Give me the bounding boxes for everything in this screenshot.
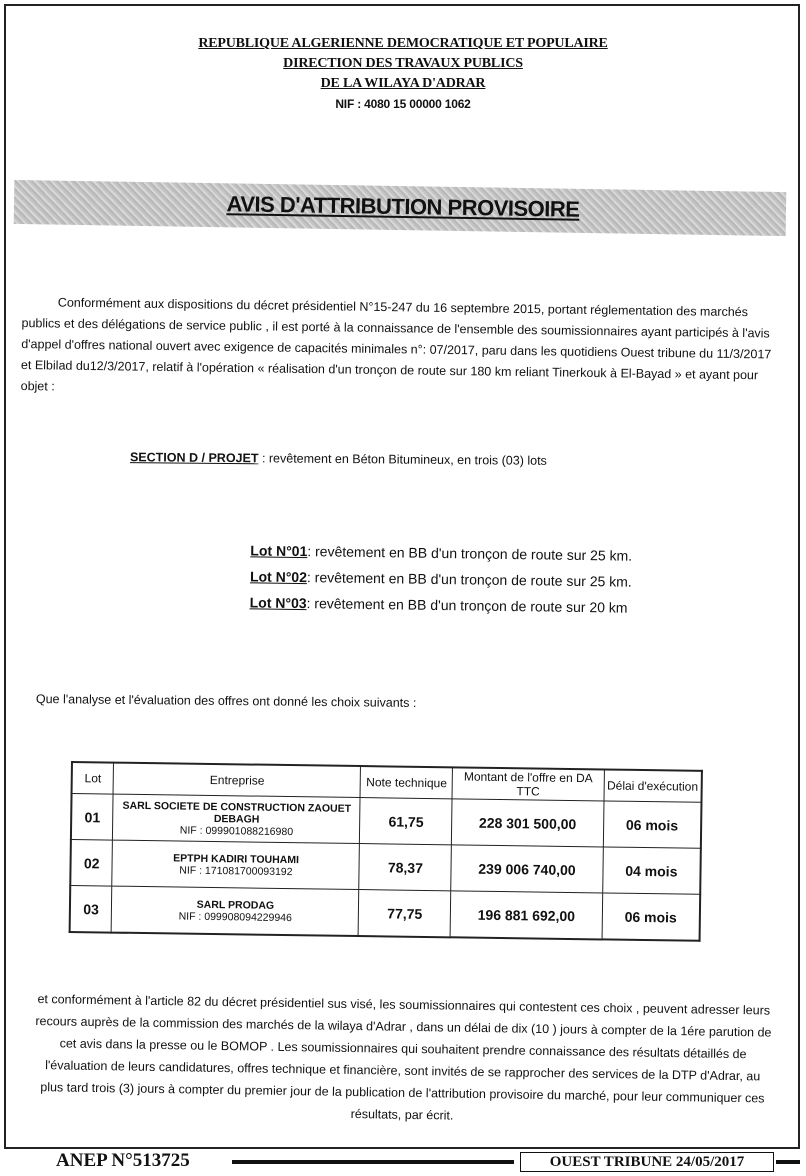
cell-delai: 06 mois	[602, 893, 700, 941]
header-montant: Montant de l'offre en DA TTC	[452, 767, 604, 801]
company-name: EPTPH KADIRI TOUHAMI	[173, 851, 300, 866]
results-intro: Que l'analyse et l'évaluation des offres ont donné les choix suivants :	[35, 692, 417, 710]
cell-montant: 228 301 500,00	[452, 799, 604, 847]
closing-paragraph: et conformément à l'article 82 du décret présidentiel sus visé, les soumissionnaires qui contestent ces choix , peuvent adresser leurs recours auprès de la commission des marchés de la wilaya d'Adrar , dans un délai de dix (10 ) jours à compter de la 1ére parution de cet avis dans la presse ou le BOMOP . Les soumissionnaires qui souhaitent prendre connaissance des résultats détaillés de l'évaluation de leurs candidatures, offres technique et financière, sont invités de se rapprocher des services de la DTP d'Adrar, au plus tard trois (3) jours à compter du premier jour de la publication de l'attribution provisoire du marché, pour leur communiquer ces résultats, par écrit.	[35, 992, 772, 1123]
lot-key: Lot N°01	[250, 542, 308, 560]
lot-key: Lot N°03	[249, 594, 307, 612]
document-header	[0, 34, 806, 114]
cell-entreprise	[113, 794, 361, 843]
cell-montant: 239 006 740,00	[451, 845, 603, 893]
cell-delai: 06 mois	[603, 801, 701, 848]
company-name: SARL PRODAG	[196, 898, 275, 912]
company-nif: NIF : 099901088216980	[179, 824, 294, 838]
header-lot: Lot	[72, 762, 114, 794]
footer-divider	[232, 1160, 514, 1164]
company-name: SARL SOCIETE DE CONSTRUCTION ZAOUET DEBAGH	[122, 799, 352, 826]
lots-list	[249, 537, 632, 620]
company-nif: NIF : 171081700093192	[179, 864, 293, 878]
cell-entreprise	[112, 840, 360, 889]
header-entreprise: Entreprise	[113, 763, 361, 798]
header-nif: NIF : 4080 15 00000 1062	[335, 97, 471, 111]
cell-note: 77,75	[359, 890, 451, 938]
lot-key: Lot N°02	[249, 568, 308, 586]
cell-lot: 01	[71, 794, 114, 841]
lot-text: : revêtement en BB d'un tronçon de route sur 20 km	[306, 595, 628, 616]
header-note: Note technique	[361, 766, 453, 799]
cell-delai: 04 mois	[602, 847, 700, 894]
cell-entreprise	[111, 886, 359, 936]
results-table	[69, 761, 703, 942]
section-key: SECTION D / PROJET	[129, 450, 259, 466]
lot-text: : revêtement en BB d'un tronçon de route sur 25 km.	[307, 543, 633, 564]
newspaper-date: OUEST TRIBUNE 24/05/2017	[520, 1152, 774, 1172]
header-direction: DIRECTION DES TRAVAUX PUBLICS	[283, 56, 523, 71]
header-republic: REPUBLIQUE ALGERIENNE DEMOCRATIQUE ET POPULAIRE	[198, 36, 608, 51]
document-title: AVIS D'ATTRIBUTION PROVISOIRE	[226, 191, 580, 222]
company-nif: NIF : 099908094229946	[178, 910, 292, 924]
header-wilaya: DE LA WILAYA D'ADRAR	[320, 76, 486, 91]
results-table-wrapper	[69, 761, 703, 942]
cell-lot: 02	[70, 840, 113, 887]
lot-text: : revêtement en BB d'un tronçon de route sur 25 km.	[306, 569, 632, 590]
footer-divider	[776, 1160, 800, 1164]
header-delai: Délai d'exécution	[604, 769, 702, 802]
lot-item	[249, 589, 631, 620]
cell-lot: 03	[70, 886, 113, 933]
table-row	[70, 886, 701, 941]
cell-note: 61,75	[360, 798, 452, 845]
anep-reference: ANEP N°513725	[56, 1150, 190, 1171]
cell-montant: 196 881 692,00	[450, 891, 602, 940]
intro-text: Conformément aux dispositions du décret présidentiel N°15-247 du 16 septembre 2015, portant réglementation des marchés publics et des délégations de service public , il est porté à la connaissance de l'ensemble des soumissionnaires ayant participés à l'avis d'appel d'offres national ouvert avec exigence de capacités minimales n°: 07/2017, paru dans les quotidiens Ouest tribune du 11/3/2017 et Elbilad du12/3/2017, relatif à l'opération « réalisation d'un tronçon de route sur 180 km reliant Tinerkouk à El-Bayad » et ayant pour objet :	[20, 295, 772, 394]
section-text: : revêtement en Béton Bitumineux, en trois (03) lots	[258, 451, 547, 468]
cell-note: 78,37	[359, 844, 451, 891]
intro-paragraph	[21, 292, 784, 408]
